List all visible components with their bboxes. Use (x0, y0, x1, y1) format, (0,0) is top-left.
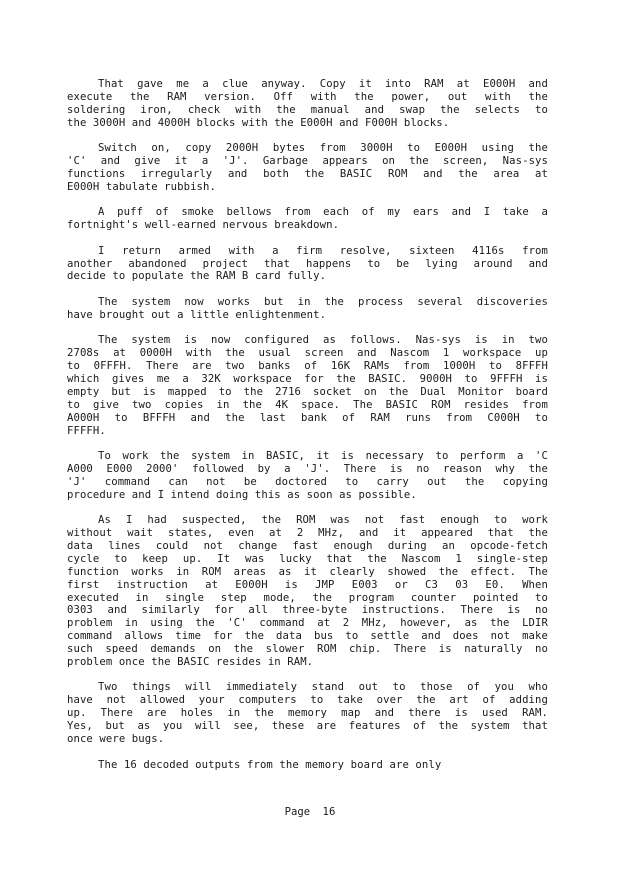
text-line: to 0FFFH. There are two banks of 16K RAMs from 1000H to 8FFFH (67, 360, 548, 373)
text-line: such speed demands on the slower ROM chip. There is naturally no (67, 643, 548, 656)
paragraph (67, 759, 548, 772)
text-line: problem once the BASIC resides in RAM. (67, 656, 314, 668)
text-line: command allows time for the data bus to settle and does not make (67, 630, 548, 643)
text-line: As I had suspected, the ROM was not fast enough to work (98, 514, 548, 527)
text-line: execute the RAM version. Off with the power, out with the (67, 90, 548, 103)
text-line: up. There are holes in the memory map and there is used RAM. (67, 707, 548, 720)
page-number: Page 16 (284, 806, 336, 818)
text-line: another abandoned project that happens to be lying around and (67, 257, 548, 270)
text-line: To work the system in BASIC, it is necessary to perform a 'C (98, 450, 548, 463)
text-line: once were bugs. (67, 733, 165, 746)
text-line: first instruction at E000H is JMP E003 or C3 03 E0. When (67, 578, 548, 591)
text-line: The 16 decoded outputs from the memory board are only (98, 758, 442, 771)
text-line: 2708s at 0000H with the usual screen and Nascom 1 workspace up (67, 347, 548, 360)
text-line: functions irregularly and both the BASIC ROM and the area at (67, 167, 548, 180)
paragraph (67, 450, 548, 502)
text-line: That gave me a clue anyway. Copy it into RAM at E000H and (98, 78, 548, 90)
paragraph (67, 681, 548, 745)
text-line: A puff of smoke bellows from each of my ears and I take a (98, 206, 548, 219)
body-text (67, 78, 548, 784)
text-line: decide to populate the RAM B card fully. (67, 270, 327, 283)
text-line: data lines could not change fast enough during an opcode-fetch (67, 539, 548, 552)
text-line: executed in single step mode, the program counter pointed to (67, 591, 548, 604)
text-line: problem in using the 'C' command at 2 MHz, however, as the LDIR (67, 617, 548, 630)
paragraph (67, 296, 548, 322)
text-line: empty but is mapped to the 2716 socket on the Dual Monitor board (67, 385, 548, 398)
text-line: A000 E000 2000' followed by a 'J'. There is no reason why the (67, 462, 548, 475)
paragraph (67, 206, 548, 232)
text-line: soldering iron, check with the manual and swap the selects to (67, 103, 548, 116)
paragraph (67, 78, 548, 130)
text-line: fortnight's well-earned nervous breakdown. (67, 219, 340, 232)
text-line: function works in ROM areas as it clearly showed the effect. The (67, 565, 548, 578)
paragraph (67, 514, 548, 669)
paragraph (67, 334, 548, 437)
text-line: The system is now configured as follows. Nas-sys is in two (98, 334, 548, 347)
text-line: to give two copies in the 4K space. The BASIC ROM resides from (67, 398, 548, 411)
text-line: 'J' command can not be doctored to carry out the copying (67, 475, 548, 488)
text-line: Switch on, copy 2000H bytes from 3000H to E000H using the (98, 142, 548, 155)
text-line: Two things will immediately stand out to those of you who (98, 681, 548, 694)
text-line: 'C' and give it a 'J'. Garbage appears on the screen, Nas-sys (67, 155, 548, 168)
text-line: FFFFH. (67, 424, 106, 437)
text-line: without wait states, even at 2 MHz, and it appeared that the (67, 527, 548, 540)
paragraph (67, 245, 548, 284)
text-line: A000H to BFFFH and the last bank of RAM runs from C000H to (67, 411, 548, 424)
text-line: E000H tabulate rubbish. (67, 180, 216, 193)
text-line: procedure and I intend doing this as soon as possible. (67, 488, 417, 501)
text-line: 0303 and similarly for all three-byte instructions. There is no (67, 604, 548, 617)
text-line: the 3000H and 4000H blocks with the E000H and F000H blocks. (67, 116, 450, 129)
text-line: which gives me a 32K workspace for the BASIC. 9000H to 9FFFH is (67, 373, 548, 385)
text-line: have not allowed your computers to take over the art of adding (67, 694, 548, 707)
text-line: cycle to keep up. It was lucky that the Nascom 1 single-step (67, 552, 548, 565)
text-line: have brought out a little enlightenment. (67, 308, 327, 321)
text-line: I return armed with a firm resolve, sixteen 4116s from (98, 244, 548, 257)
text-line: The system now works but in the process several discoveries (98, 295, 548, 308)
paragraph (67, 142, 548, 194)
text-line: Yes, but as you will see, these are features of the system that (67, 720, 548, 733)
